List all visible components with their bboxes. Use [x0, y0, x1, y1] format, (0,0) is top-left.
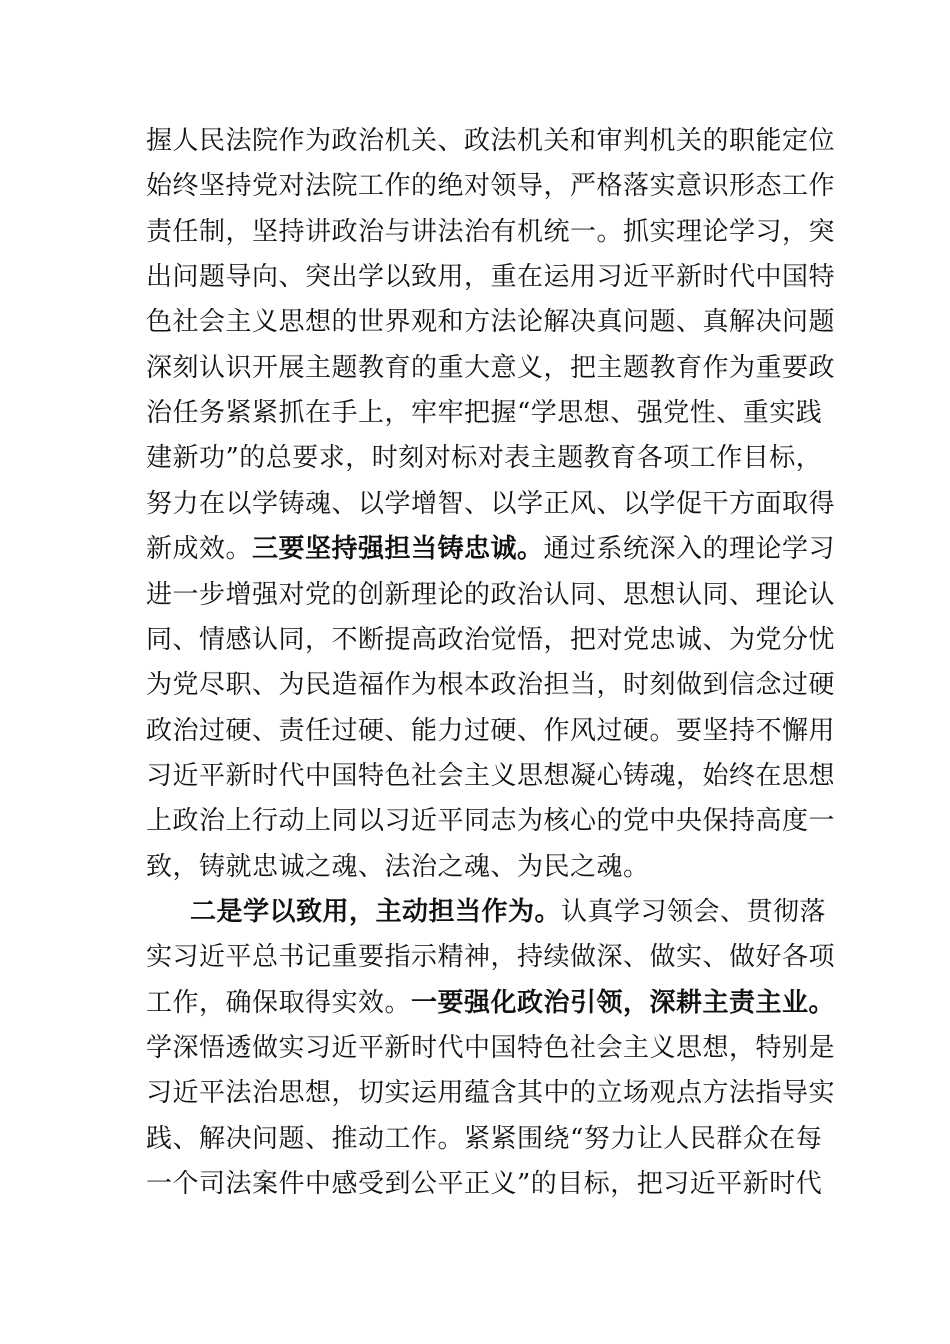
text-line	[146, 119, 836, 163]
text-line	[146, 210, 836, 254]
text-line	[146, 346, 836, 390]
body-text: 实习近平总书记重要指示精神，持续做深、做实、做好各项	[146, 942, 836, 973]
body-text: 进一步增强对党的创新理论的政治认同、思想认同、理论认	[146, 579, 836, 610]
text-line	[146, 300, 836, 344]
text-line	[146, 391, 823, 435]
body-text: 上政治上行动上同以习近平同志为核心的党中央保持高度一	[146, 806, 836, 837]
text-line	[146, 935, 836, 979]
text-line	[146, 164, 836, 208]
body-text: 致，铸就忠诚之魂、法治之魂、为民之魂。	[146, 851, 650, 882]
body-text: 政治过硬、责任过硬、能力过硬、作风过硬。要坚持不懈用	[146, 715, 836, 746]
text-line	[146, 482, 836, 526]
body-text: 握人民法院作为政治机关、政法机关和审判机关的职能定位	[146, 126, 836, 156]
text-line	[146, 663, 836, 707]
body-text: 深刻认识开展主题教育的重大意义，把主题教育作为重要政	[146, 352, 836, 383]
text-line	[146, 754, 836, 798]
body-text: 学深悟透做实习近平新时代中国特色社会主义思想，特别是	[146, 1033, 836, 1063]
text-line	[146, 1117, 823, 1161]
text-line	[146, 709, 836, 753]
body-text: 习近平新时代中国特色社会主义思想凝心铸魂，始终在思想	[146, 760, 836, 791]
text-line	[146, 436, 823, 480]
text-line	[146, 890, 827, 934]
body-text: 习近平法治思想，切实运用蕴含其中的立场观点方法指导实	[146, 1078, 836, 1109]
text-line	[146, 527, 836, 571]
body-text: 始终坚持党对法院工作的绝对领导，严格落实意识形态工作	[146, 171, 836, 202]
body-text: 色社会主义思想的世界观和方法论解决真问题、真解决问题	[146, 307, 836, 338]
body-text: 通过系统深入的理论学习	[543, 534, 836, 565]
body-text: 责任制，坚持讲政治与讲法治有机统一。抓实理论学习，突	[146, 216, 836, 247]
bold-heading-text: 一要强化政治引领，深耕主责主业。	[411, 987, 836, 1018]
text-line	[146, 255, 836, 299]
text-line	[146, 1071, 836, 1115]
body-text: 新成效。	[146, 534, 253, 565]
text-line	[146, 981, 836, 1025]
text-line	[146, 1026, 836, 1070]
body-text: 工作，确保取得实效。	[146, 987, 412, 1018]
text-line	[146, 618, 836, 662]
text-line	[146, 799, 836, 843]
body-text: 同、情感认同，不断提高政治觉悟，把对党忠诚、为党分忧	[146, 624, 836, 655]
text-line	[146, 845, 808, 889]
body-text: 践、解决问题、推动工作。紧紧围绕“努力让人民群众在每	[146, 1123, 823, 1154]
body-text: 一个司法案件中感受到公平正义”的目标，把习近平新时代	[146, 1169, 823, 1199]
body-text: 努力在以学铸魂、以学增智、以学正风、以学促干方面取得	[146, 488, 836, 519]
text-line	[146, 1162, 823, 1206]
bold-heading-text: 三要坚持强担当铸忠诚。	[252, 534, 544, 565]
bold-heading-text: 二是学以致用，主动担当作为。	[190, 897, 562, 927]
body-text: 认真学习领会、贯彻落	[561, 897, 827, 927]
body-text: 为党尽职、为民造福作为根本政治担当，时刻做到信念过硬	[146, 670, 836, 701]
body-text: 建新功”的总要求，时刻对标对表主题教育各项工作目标，	[146, 443, 823, 474]
body-text: 治任务紧紧抓在手上，牢牢把握“学思想、强党性、重实践	[146, 398, 823, 429]
body-text: 出问题导向、突出学以致用，重在运用习近平新时代中国特	[146, 262, 836, 293]
text-line	[146, 573, 836, 617]
